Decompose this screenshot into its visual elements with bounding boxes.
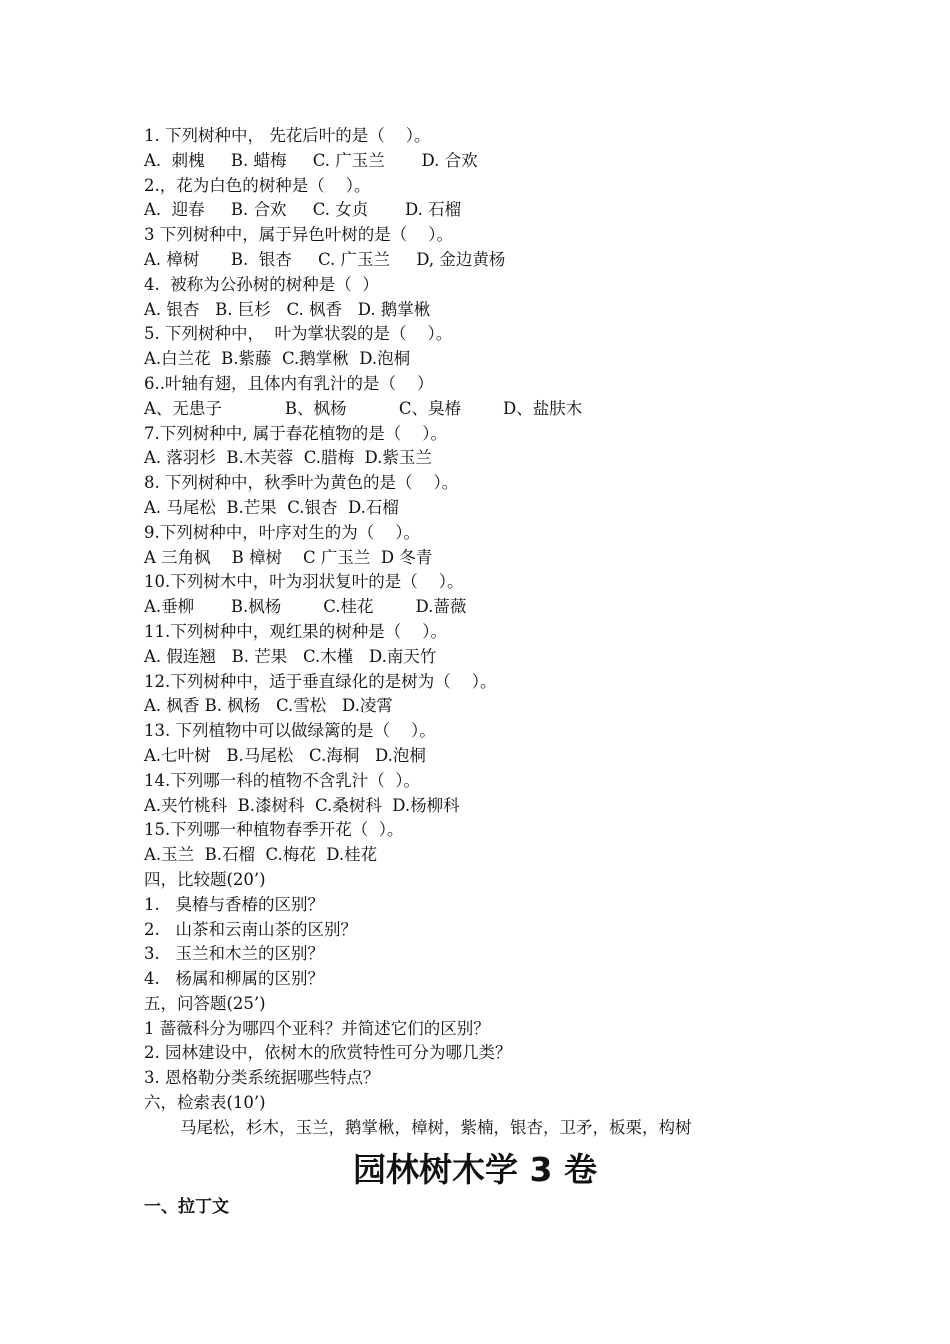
qa-item-2: 2. 园林建设中，依树木的欣赏特性可分为哪几类？ [144,1043,512,1063]
question-14: 14.下列哪一科的植物不含乳汁（ ）。 [144,770,420,790]
section-latin-heading: 一、拉丁文 [144,1197,229,1217]
options-10: A.垂柳 B.枫杨 C.桂花 D.蔷薇 [144,597,467,617]
key-species-list: 马尾松，杉木，玉兰，鹅掌楸，樟树，紫楠，银杏，卫矛，板栗，构树 [180,1117,692,1137]
options-6: A、无患子 B、枫杨 C、臭椿 D、盐肤木 [144,398,583,418]
options-9: A 三角枫 B 樟树 C 广玉兰 D 冬青 [144,547,433,567]
question-1: 1. 下列树种中， 先花后叶的是（ ）。 [144,126,431,145]
question-7: 7.下列树种中, 属于春花植物的是（ ）。 [144,423,447,443]
question-8: 8. 下列树种中，秋季叶为黄色的是（ ）。 [144,473,459,493]
question-3: 3 下列树种中，属于异色叶树的是（ ）。 [144,225,453,245]
options-12: A. 枫香 B. 枫杨 C.雪松 D.凌霄 [144,696,393,716]
question-10: 10.下列树木中，叶为羽状复叶的是（ ）。 [144,572,464,592]
options-2: A. 迎春 B. 合欢 C. 女贞 D. 石榴 [144,200,462,220]
question-13: 13. 下列植物中可以做绿篱的是（ ）。 [144,721,436,741]
options-4: A. 银杏 B. 巨杉 C. 枫香 D. 鹅掌楸 [144,299,431,319]
compare-item-2: 2. 山茶和云南山茶的区别？ [144,919,357,939]
section-compare-heading: 四，比较题(20’) [144,869,266,889]
exam-title: 园林树木学 3 卷 [353,1150,597,1189]
options-15: A.玉兰 B.石榴 C.梅花 D.桂花 [144,845,378,865]
options-11: A. 假连翘 B. 芒果 C.木槿 D.南天竹 [144,646,437,666]
options-3: A. 樟树 B. 银杏 C. 广玉兰 D, 金边黄杨 [144,249,506,269]
question-4: 4. 被称为公孙树的树种是（ ） [144,274,379,294]
question-5: 5. 下列树种中， 叶为掌状裂的是（ ）。 [144,324,453,344]
options-5: A.白兰花 B.紫藤 C.鹅掌楸 D.泡桐 [144,349,411,369]
question-6: 6..叶轴有翅，且体内有乳汁的是（ ） [144,373,434,393]
question-12: 12.下列树种中，适于垂直绿化的是树为（ ）。 [144,671,497,691]
options-1: A. 刺槐 B. 蜡梅 C. 广玉兰 D. 合欢 [144,150,478,170]
question-11: 11.下列树种中，观红果的树种是（ ）。 [144,621,447,641]
options-14: A.夹竹桃科 B.漆树科 C.桑树科 D.杨柳科 [144,795,460,815]
options-8: A. 马尾松 B.芒果 C.银杏 D.石榴 [144,497,399,517]
options-13: A.七叶树 B.马尾松 C.海桐 D.泡桐 [144,745,426,765]
compare-item-1: 1. 臭椿与香椿的区别？ [144,894,324,914]
section-qa-heading: 五，问答题(25’) [144,993,266,1013]
compare-item-4: 4. 杨属和柳属的区别？ [144,969,324,989]
question-2: 2.，花为白色的树种是（ ）。 [144,175,371,195]
qa-item-3: 3. 恩格勒分类系统据哪些特点？ [144,1068,380,1088]
compare-item-3: 3. 玉兰和木兰的区别？ [144,944,324,964]
question-9: 9.下列树种中，叶序对生的为（ ）。 [144,522,420,542]
options-7: A. 落羽杉 B.木芙蓉 C.腊梅 D.紫玉兰 [144,448,432,468]
section-key-heading: 六，检索表(10’) [144,1093,266,1113]
qa-item-1: 1 蔷薇科分为哪四个亚科？并简述它们的区别？ [144,1018,490,1038]
exam-question-list [144,124,804,1141]
question-15: 15.下列哪一种植物春季开花（ ）。 [144,820,404,840]
